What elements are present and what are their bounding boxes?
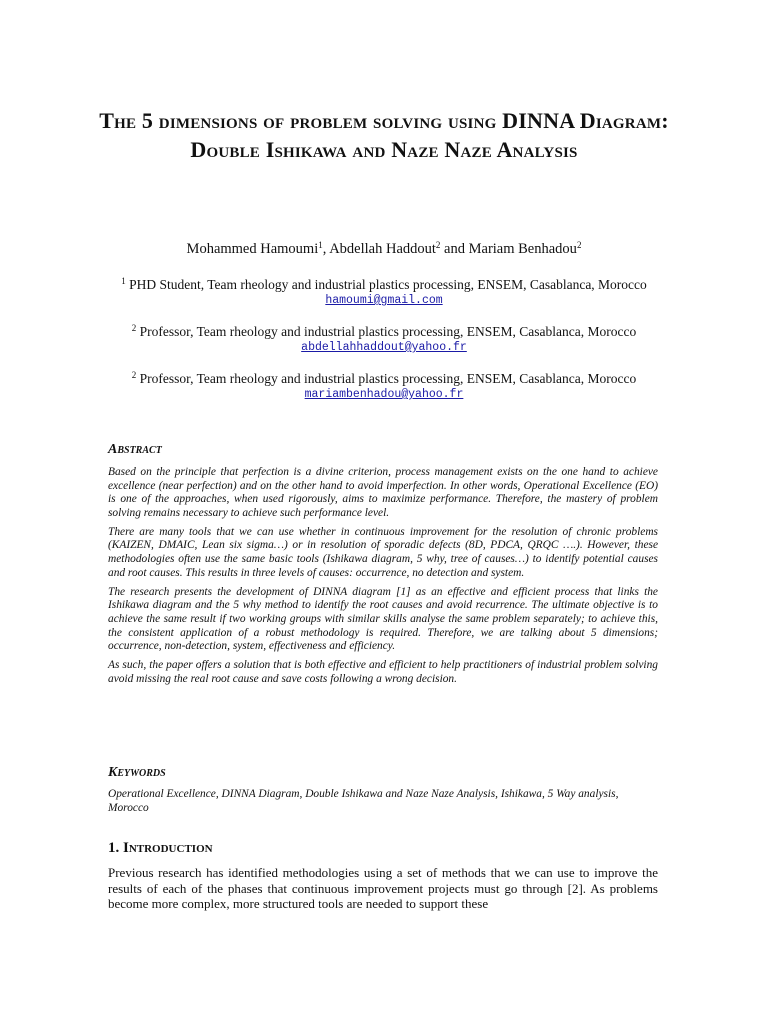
email-link[interactable]: hamoumi@gmail.com (325, 294, 443, 307)
abstract-paragraph: There are many tools that we can use whether in continuous improvement for the resolution of chronic problems (KAIZEN, DMAIC, Lean six sigma…) or in resolution of sporadic defects (8D, PDCA, QRQC ….). However, these methodologies often use the same basic tools (Ishikawa diagram, 5 why, tree of causes…) to identify potential causes and root causes. This results in three levels of causes: occurrence, no detection and system. (108, 525, 658, 579)
abstract-paragraph: Based on the principle that perfection is a divine criterion, process management exists on the one hand to achieve excellence (near perfection) and on the other hand to avoid imperfection. In other words, Operational Excellence (EO) is one of the approaches, when used rigorously, aims to maximize performance. Therefore, the mastery of problem solving remains necessary to achieve such performance level. (108, 466, 658, 519)
email-link[interactable]: abdellahhaddout@yahoo.fr (301, 341, 467, 354)
abstract-body (108, 466, 658, 692)
affiliation-text: Professor, Team rheology and industrial plastics processing, ENSEM, Casablanca, Morocco (139, 324, 637, 339)
affiliation-mark: 2 (131, 323, 137, 333)
affiliation-mark: 1 (121, 276, 126, 286)
affiliation-text: Professor, Team rheology and industrial plastics processing, ENSEM, Casablanca, Morocco (139, 371, 637, 386)
author-affiliation-mark: 2 (576, 240, 582, 250)
introduction-paragraph: Previous research has identified methodologies using a set of methods that we can use to improve the results of each of the phases that continuous improvement projects must go through [2]. As problems become more complex, more structured tools are needed to support these (108, 865, 658, 912)
author-separator: and (440, 241, 469, 257)
author-affiliation-mark: 1 (318, 240, 323, 250)
abstract-paragraph: As such, the paper offers a solution that is both effective and efficient to help practitioners of industrial problem solving avoid missing the real root cause and save costs following a wrong decision. (108, 659, 658, 685)
abstract-heading: Abstract (108, 442, 162, 457)
abstract-paragraph: The research presents the development of DINNA diagram [1] as an effective and efficient process that links the Ishikawa diagram and the 5 why method to identify the root causes and avoid recurrence. The ultimate objective is to achieve the same result if two working groups with similar skills analyse the same problem separately; to achieve this, the consistent application of a robust methodology is required. Therefore, we are talking about 5 dimensions; occurrence, non-detection, system, effectiveness and efficiency. (108, 585, 658, 653)
affiliation-1 (108, 277, 660, 308)
author-affiliation-mark: 2 (435, 240, 441, 250)
introduction-heading: 1. Introduction (108, 840, 213, 856)
affiliation-3 (108, 371, 660, 402)
email-link[interactable]: mariambenhadou@yahoo.fr (304, 388, 464, 401)
keywords-text: Operational Excellence, DINNA Diagram, Double Ishikawa and Naze Naze Analysis, Ishikawa, 5 Way analysis, Morocco (108, 788, 619, 814)
author-name: Mohammed Hamoumi (186, 241, 319, 257)
keywords-heading: Keywords (108, 765, 166, 780)
author-name: Mariam Benhadou (468, 241, 577, 257)
paper-title: The 5 dimensions of problem solving using DINNA Diagram: Double Ishikawa and Naze Naze Analysis (99, 108, 669, 162)
author-name: Abdellah Haddout (329, 241, 436, 257)
affiliation-mark: 2 (131, 370, 137, 380)
affiliation-text: PHD Student, Team rheology and industrial plastics processing, ENSEM, Casablanca, Morocco (129, 277, 647, 292)
affiliation-2 (108, 324, 660, 355)
author-separator: , (322, 241, 330, 257)
author-line (90, 241, 678, 258)
